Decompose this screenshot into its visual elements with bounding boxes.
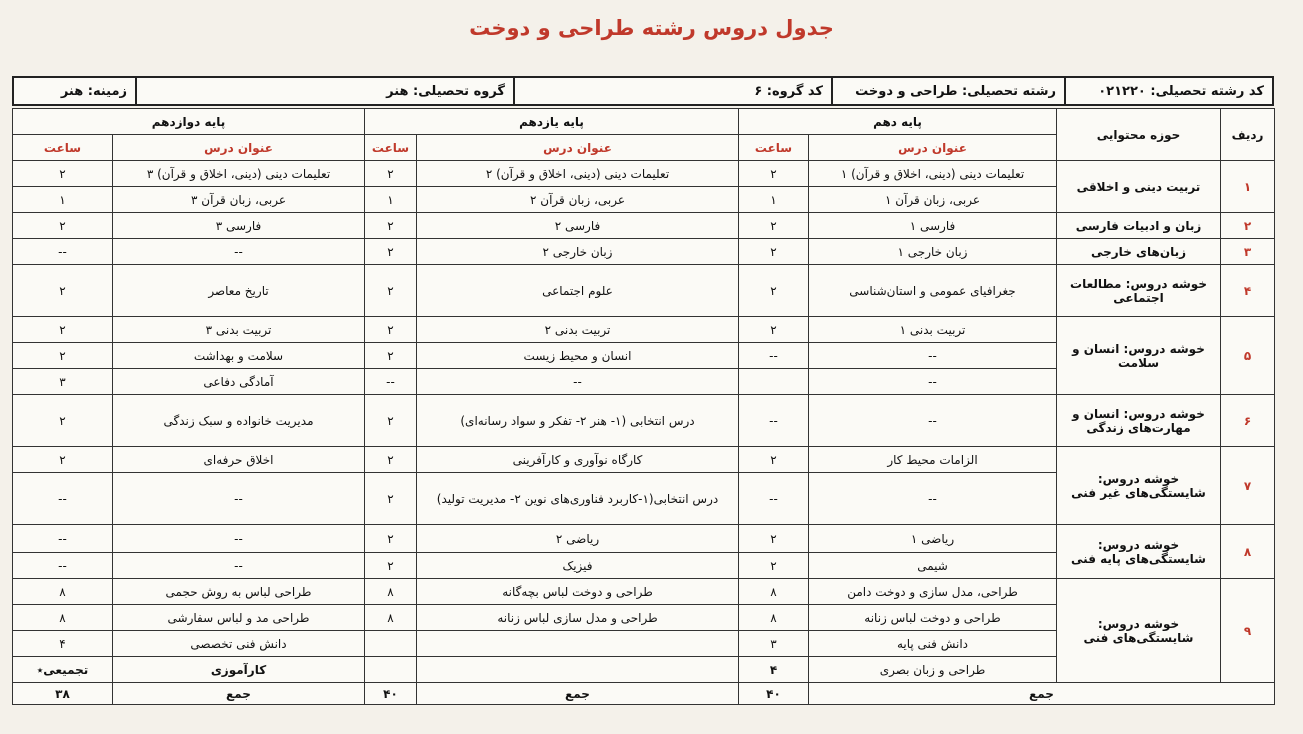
hours-10: ۸ — [739, 605, 809, 631]
table-row — [13, 525, 1275, 553]
hours-11: ۲ — [365, 317, 417, 343]
hours-11: ۲ — [365, 239, 417, 265]
course-12: طراحی مد و لباس سفارشی — [113, 605, 365, 631]
table-row — [13, 161, 1275, 187]
course-11: درس انتخابی(۱-کاربرد فناوری‌های نوین ۲- مدیریت تولید) — [417, 473, 739, 525]
course-10: طراحی، مدل سازی و دوخت دامن — [809, 579, 1057, 605]
table-row — [13, 447, 1275, 473]
course-10: طراحی و دوخت لباس زنانه — [809, 605, 1057, 631]
hours-10: ۲ — [739, 525, 809, 553]
content-area: خوشه دروس: انسان و سلامت — [1057, 317, 1221, 395]
course-11: تربیت بدنی ۲ — [417, 317, 739, 343]
row-number: ۷ — [1221, 447, 1275, 525]
hours-11: ۲ — [365, 161, 417, 187]
row-number: ۶ — [1221, 395, 1275, 447]
course-12: -- — [113, 473, 365, 525]
content-area: خوشه دروس: انسان و مهارت‌های زندگی — [1057, 395, 1221, 447]
hours-11: ۲ — [365, 447, 417, 473]
course-11: طراحی و دوخت لباس بچه‌گانه — [417, 579, 739, 605]
header-course-11: عنوان درس — [417, 135, 739, 161]
course-12: تعلیمات دینی (دینی، اخلاق و قرآن) ۳ — [113, 161, 365, 187]
course-11: کارگاه نوآوری و کارآفرینی — [417, 447, 739, 473]
course-10: شیمی — [809, 553, 1057, 579]
total-10: ۴۰ — [739, 683, 809, 705]
hours-10: ۲ — [739, 161, 809, 187]
course-12: کارآموزی — [113, 657, 365, 683]
hours-11: ۲ — [365, 473, 417, 525]
course-11: ریاضی ۲ — [417, 525, 739, 553]
table-row — [13, 579, 1275, 605]
hours-11: ۱ — [365, 187, 417, 213]
content-area: خوشه دروس: شایستگی‌های پایه فنی — [1057, 525, 1221, 579]
content-area: خوشه دروس: شایستگی‌های غیر فنی — [1057, 447, 1221, 525]
hours-11: ۸ — [365, 605, 417, 631]
course-12: اخلاق حرفه‌ای — [113, 447, 365, 473]
hours-10: ۳ — [739, 631, 809, 657]
totals-row — [13, 683, 1275, 705]
header-grade10: پایه دهم — [739, 109, 1057, 135]
course-11: عربی، زبان قرآن ۲ — [417, 187, 739, 213]
info-bar — [12, 76, 1274, 106]
row-number: ۴ — [1221, 265, 1275, 317]
course-table — [12, 108, 1275, 705]
table-row — [13, 213, 1275, 239]
course-12: عربی، زبان قرآن ۳ — [113, 187, 365, 213]
hours-12: -- — [13, 239, 113, 265]
hours-11: ۸ — [365, 579, 417, 605]
course-12: سلامت و بهداشت — [113, 343, 365, 369]
hours-11 — [365, 631, 417, 657]
course-10: فارسی ۱ — [809, 213, 1057, 239]
course-12: -- — [113, 239, 365, 265]
hours-11: ۲ — [365, 553, 417, 579]
hours-12: ۲ — [13, 447, 113, 473]
row-number: ۵ — [1221, 317, 1275, 395]
hours-10: ۲ — [739, 447, 809, 473]
content-area: زبان و ادبیات فارسی — [1057, 213, 1221, 239]
course-12: مدیریت خانواده و سبک زندگی — [113, 395, 365, 447]
row-number: ۱ — [1221, 161, 1275, 213]
course-11: طراحی و مدل سازی لباس زنانه — [417, 605, 739, 631]
header-grade12: پایه دوازدهم — [13, 109, 365, 135]
content-area: خوشه دروس: شایستگی‌های فنی — [1057, 579, 1221, 683]
total-label-12: جمع — [113, 683, 365, 705]
table-row — [13, 395, 1275, 447]
hours-12: ۴ — [13, 631, 113, 657]
hours-12: -- — [13, 525, 113, 553]
hours-10: ۴ — [739, 657, 809, 683]
hours-10: -- — [739, 473, 809, 525]
hours-11: -- — [365, 369, 417, 395]
table-row — [13, 265, 1275, 317]
course-10: ریاضی ۱ — [809, 525, 1057, 553]
hours-12: ۳ — [13, 369, 113, 395]
table-row — [13, 239, 1275, 265]
hours-12: ۲ — [13, 395, 113, 447]
course-12: تاریخ معاصر — [113, 265, 365, 317]
course-12: -- — [113, 553, 365, 579]
content-area: تربیت دینی و اخلاقی — [1057, 161, 1221, 213]
row-number: ۸ — [1221, 525, 1275, 579]
table-row — [13, 317, 1275, 343]
content-area: زبان‌های خارجی — [1057, 239, 1221, 265]
header-grade11: پایه یازدهم — [365, 109, 739, 135]
total-12: ۳۸ — [13, 683, 113, 705]
course-10: جغرافیای عمومی و استان‌شناسی — [809, 265, 1057, 317]
header-course-12: عنوان درس — [113, 135, 365, 161]
row-number: ۳ — [1221, 239, 1275, 265]
hours-11: ۲ — [365, 343, 417, 369]
course-11: انسان و محیط زیست — [417, 343, 739, 369]
hours-12: ۸ — [13, 579, 113, 605]
course-10: -- — [809, 369, 1057, 395]
group-code: کد گروه: ۶ — [514, 77, 832, 105]
domain: زمینه: هنر — [13, 77, 136, 105]
hours-10: ۲ — [739, 239, 809, 265]
page-title: جدول دروس رشته طراحی و دوخت — [469, 16, 834, 40]
hours-12: ۲ — [13, 265, 113, 317]
hours-11 — [365, 657, 417, 683]
content-area: خوشه دروس: مطالعات اجتماعی — [1057, 265, 1221, 317]
hours-12: -- — [13, 473, 113, 525]
hours-12: -- — [13, 553, 113, 579]
course-10: الزامات محیط کار — [809, 447, 1057, 473]
course-10: طراحی و زبان بصری — [809, 657, 1057, 683]
course-12: تربیت بدنی ۳ — [113, 317, 365, 343]
course-11: تعلیمات دینی (دینی، اخلاق و قرآن) ۲ — [417, 161, 739, 187]
group-name: گروه تحصیلی: هنر — [136, 77, 514, 105]
course-11: -- — [417, 369, 739, 395]
hours-12: تجمیعی٭ — [13, 657, 113, 683]
hours-10: -- — [739, 343, 809, 369]
course-11: فارسی ۲ — [417, 213, 739, 239]
hours-12: ۲ — [13, 343, 113, 369]
course-10: عربی، زبان قرآن ۱ — [809, 187, 1057, 213]
header-hours-10: ساعت — [739, 135, 809, 161]
total-11: ۴۰ — [365, 683, 417, 705]
hours-11: ۲ — [365, 525, 417, 553]
course-12: فارسی ۳ — [113, 213, 365, 239]
course-11 — [417, 631, 739, 657]
course-12: دانش فنی تخصصی — [113, 631, 365, 657]
total-label-10: جمع — [809, 683, 1275, 705]
hours-11: ۲ — [365, 265, 417, 317]
field-code: کد رشته تحصیلی: ۰۲۱۲۲۰ — [1065, 77, 1273, 105]
hours-10: ۲ — [739, 265, 809, 317]
course-11 — [417, 657, 739, 683]
hours-11: ۲ — [365, 395, 417, 447]
course-10: -- — [809, 473, 1057, 525]
hours-12: ۸ — [13, 605, 113, 631]
header-hours-11: ساعت — [365, 135, 417, 161]
hours-12: ۲ — [13, 317, 113, 343]
hours-11: ۲ — [365, 213, 417, 239]
course-11: فیزیک — [417, 553, 739, 579]
hours-10: ۲ — [739, 213, 809, 239]
course-11: زبان خارجی ۲ — [417, 239, 739, 265]
header-row-no: ردیف — [1221, 109, 1275, 161]
hours-10 — [739, 369, 809, 395]
course-10: -- — [809, 395, 1057, 447]
hours-10: ۲ — [739, 553, 809, 579]
hours-12: ۱ — [13, 187, 113, 213]
course-10: تربیت بدنی ۱ — [809, 317, 1057, 343]
hours-10: ۲ — [739, 317, 809, 343]
row-number: ۹ — [1221, 579, 1275, 683]
total-label-11: جمع — [417, 683, 739, 705]
hours-10: ۸ — [739, 579, 809, 605]
hours-10: -- — [739, 395, 809, 447]
course-12: -- — [113, 525, 365, 553]
header-hours-12: ساعت — [13, 135, 113, 161]
course-10: دانش فنی پایه — [809, 631, 1057, 657]
hours-12: ۲ — [13, 161, 113, 187]
header-course-10: عنوان درس — [809, 135, 1057, 161]
course-10: تعلیمات دینی (دینی، اخلاق و قرآن) ۱ — [809, 161, 1057, 187]
course-12: طراحی لباس به روش حجمی — [113, 579, 365, 605]
course-12: آمادگی دفاعی — [113, 369, 365, 395]
field-name: رشته تحصیلی: طراحی و دوخت — [832, 77, 1065, 105]
course-10: زبان خارجی ۱ — [809, 239, 1057, 265]
header-area: حوزه محتوایی — [1057, 109, 1221, 161]
course-11: علوم اجتماعی — [417, 265, 739, 317]
course-11: درس انتخابی (۱- هنر ۲- تفکر و سواد رسانه‌ای) — [417, 395, 739, 447]
course-10: -- — [809, 343, 1057, 369]
hours-12: ۲ — [13, 213, 113, 239]
row-number: ۲ — [1221, 213, 1275, 239]
hours-10: ۱ — [739, 187, 809, 213]
